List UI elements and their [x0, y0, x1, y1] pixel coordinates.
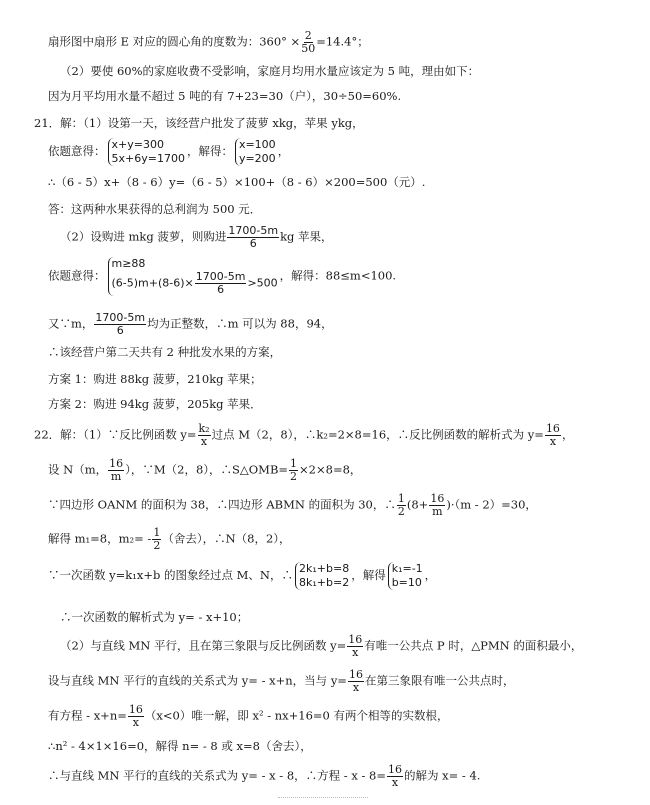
line-q22-intro: [34, 423, 573, 448]
numerator: 2: [304, 29, 312, 42]
text: (8+: [406, 497, 429, 512]
text: >500: [247, 276, 278, 290]
equation: x=100: [238, 138, 276, 151]
text: ，: [277, 144, 290, 158]
denominator: 2: [290, 470, 298, 483]
text: 设 N（m，: [48, 462, 108, 477]
line-part2-setup: [60, 225, 333, 250]
equation: b=10: [391, 576, 422, 589]
fraction: [301, 30, 315, 55]
numerator: 1700-5m: [228, 224, 279, 237]
numerator: k₂: [198, 422, 210, 435]
text: ，解得：: [186, 144, 233, 158]
text: ），∵M（2，8），∴S△OMB=: [125, 462, 289, 477]
fraction: [429, 493, 445, 518]
fraction: [227, 225, 279, 250]
text: 均为正整数，∴m 可以为 88，94，: [147, 316, 333, 331]
text: ∴与直线 MN 平行的直线的关系式为 y= - x - 8，∴方程 - x - 8=: [48, 768, 386, 783]
equation: 8k₁+b=2: [299, 576, 350, 589]
text: 22．解：（1）∵反比例函数 y=: [34, 427, 197, 442]
equation: 2k₁+b=8: [299, 562, 350, 575]
numerator: 16: [128, 703, 143, 716]
line-part2-condition: [60, 634, 582, 659]
denominator: x: [391, 776, 399, 789]
line-linear-system: [48, 562, 436, 590]
fraction: [347, 634, 363, 659]
text: ，: [424, 568, 437, 582]
fraction: [128, 704, 144, 729]
fraction: [152, 527, 161, 552]
denominator: x: [352, 646, 359, 659]
numerator: 16: [109, 457, 124, 470]
text: ，: [561, 427, 574, 442]
denominator: m: [110, 470, 122, 483]
text: 解得 m₁=8，m₂= -: [48, 531, 152, 546]
text: 过点 M（2，8），∴k₂=2×8=16，∴反比例函数的解析式为 y=: [211, 427, 544, 442]
line-profit-calc: ∴（6 - 5）x+（8 - 6）y=（6 - 5）×100+（8 - 6）×200=500（元）.: [48, 175, 426, 189]
numerator: 1: [290, 457, 298, 470]
denominator: 6: [116, 324, 124, 337]
denominator: x: [132, 716, 139, 729]
equation-system: [295, 562, 349, 590]
line-two-plans: ∴该经营户第二天共有 2 种批发水果的方案，: [48, 345, 282, 359]
numerator: 16: [348, 633, 363, 646]
text: （x<0）唯一解，即 x² - nx+16=0 有两个相等的实数根，: [144, 708, 449, 723]
text: ，解得：88≤m<100.: [279, 268, 397, 283]
text: 扇形图中扇形 E 对应的圆心角的度数为：360° ×: [48, 34, 301, 49]
fraction: [289, 458, 298, 483]
solution-system: [235, 138, 276, 166]
numerator: 1: [153, 526, 161, 539]
denominator: x: [352, 681, 360, 694]
text: ×2×8=8，: [299, 462, 362, 477]
line-plan-2: 方案 2：购进 94kg 菠萝，205kg 苹果．: [48, 397, 262, 411]
denominator: 6: [217, 283, 225, 296]
text: （舍去），∴N（8，2），: [162, 531, 291, 546]
text: ，解得: [351, 568, 386, 582]
line-integer-condition: [48, 312, 333, 337]
equation: k₁=-1: [391, 562, 423, 575]
denominator: 50: [301, 42, 316, 55]
numerator: 1: [397, 492, 405, 505]
line-sector-angle: [48, 30, 369, 55]
numerator: 1700-5m: [195, 270, 246, 283]
equation-system: [108, 138, 185, 166]
denominator: m: [432, 505, 443, 518]
text: kg 苹果，: [280, 229, 333, 244]
page-footer-mark: [278, 797, 368, 804]
denominator: x: [200, 435, 208, 448]
line-inequality-system: [48, 257, 396, 296]
text: (6-5)m+(8-6)×: [111, 276, 194, 290]
text: （2）设购进 mkg 菠萝，则购进: [60, 229, 227, 244]
numerator: 16: [348, 668, 363, 681]
equation: x+y=300: [111, 138, 164, 151]
numerator: 1700-5m: [95, 311, 146, 324]
fraction: [195, 271, 247, 296]
numerator: 16: [545, 422, 560, 435]
fraction: [348, 669, 364, 694]
fraction: [94, 312, 146, 337]
line-set-n: [48, 458, 361, 483]
text: 的解为 x= - 4.: [403, 768, 481, 783]
line-plan-1: 方案 1：购进 88kg 菠萝，210kg 苹果；: [48, 372, 262, 386]
line-linear-result: ∴一次函数的解析式为 y= - x+10；: [60, 610, 249, 624]
line-solve-m: [48, 527, 291, 552]
denominator: 6: [249, 237, 257, 250]
text: 又∵m，: [48, 316, 94, 331]
fraction: [198, 423, 211, 448]
text: 有唯一公共点 P 时，△PMN 的面积最小，: [364, 638, 583, 653]
text: 依题意得：: [48, 268, 106, 283]
line-final: [48, 764, 480, 789]
inequality: [112, 271, 278, 296]
line-q21-system: [48, 138, 289, 166]
text: 依题意得：: [48, 144, 106, 158]
line-q21-intro: 21．解：（1）设第一天，该经营户批发了菠萝 xkg，苹果 ykg，: [34, 116, 364, 130]
line-part2-intro: （2）要使 60%的家庭收费不受影响，家庭月均用水量应该定为 5 吨，理由如下：: [60, 64, 480, 78]
numerator: 16: [430, 492, 445, 505]
line-reason: 因为月平均用水量不超过 5 吨的有 7+23=30（户），30÷50=60%.: [48, 89, 402, 103]
denominator: 2: [397, 505, 405, 518]
line-answer: 答：这两种水果获得的总利润为 500 元．: [48, 202, 262, 216]
denominator: x: [549, 435, 557, 448]
text: （2）与直线 MN 平行，且在第三象限与反比例函数 y=: [60, 638, 347, 653]
text: ∵四边形 OANM 的面积为 38，∴四边形 ABMN 的面积为 30，∴: [48, 497, 396, 512]
fraction: [397, 493, 406, 518]
text: 有方程 - x+n=: [48, 708, 127, 723]
text: ∵一次函数 y=k₁x+b 的图象经过点 M、N，∴: [48, 568, 293, 582]
fraction: [545, 423, 561, 448]
equation: y=200: [238, 152, 276, 165]
fraction: [108, 458, 124, 483]
inequality-system: [108, 257, 278, 296]
fraction: [387, 764, 403, 789]
line-unique-solution: [48, 704, 449, 729]
solution-system: [388, 562, 423, 590]
numerator: 16: [387, 763, 402, 776]
line-quadrilateral-area: [48, 493, 537, 518]
text: =14.4°；: [316, 34, 369, 49]
text: 设与直线 MN 平行的直线的关系式为 y= - x+n，当与 y=: [48, 673, 347, 688]
equation: 5x+6y=1700: [111, 152, 185, 165]
line-parallel-setup: [48, 669, 514, 694]
text: 在第三象限有唯一公共点时，: [364, 673, 515, 688]
text: )·（m - 2）=30，: [446, 497, 537, 512]
line-discriminant: ∴n² - 4×1×16=0，解得 n= - 8 或 x=8（舍去），: [48, 739, 312, 753]
inequality: m≥88: [111, 257, 146, 270]
denominator: 2: [153, 539, 161, 552]
